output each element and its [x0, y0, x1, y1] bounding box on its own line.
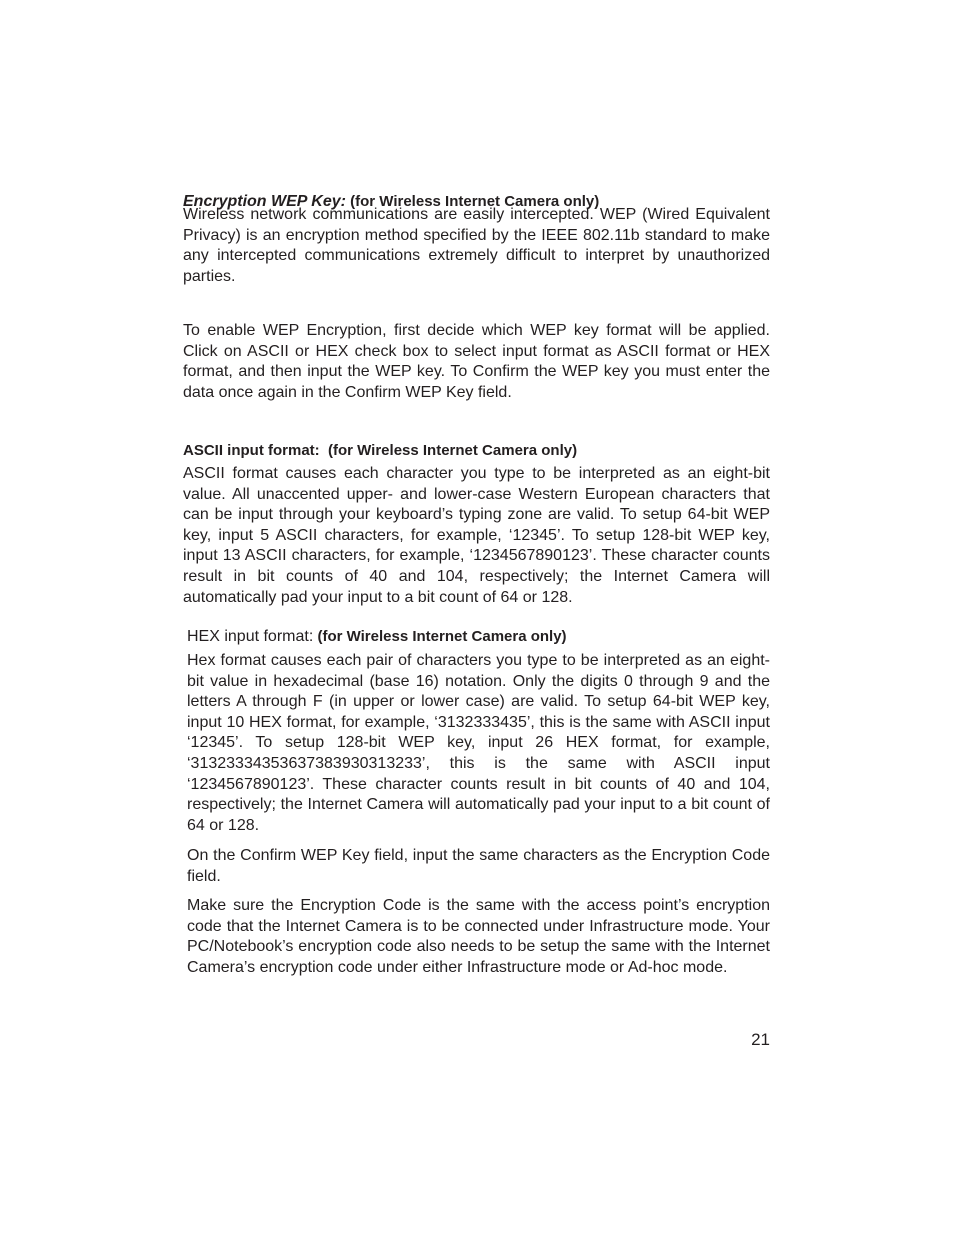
wep-key-heading-note: (for Wireless Internet Camera only) [345, 193, 600, 210]
hex-format-heading [187, 620, 567, 648]
wep-enable-paragraph: To enable WEP Encryption, first decide which WEP key format will be applied. Click on ASCII or HEX check box to select input format as ASCII format or HEX format, and then input the WEP key. To Confirm the WEP key you must enter the data once again in the Confirm WEP Key field. [183, 322, 770, 401]
ascii-format-heading-lead: ASCII input format: [183, 442, 320, 459]
wep-intro-paragraph: Wireless network communications are easily intercepted. WEP (Wired Equivalent Privacy) is an encryption method specified by the IEEE 802.11b standard to make any intercepted communications extremely difficult to interpret by unauthorized parties. [183, 206, 770, 285]
ascii-format-heading [183, 434, 577, 462]
page-number: 21 [751, 1030, 770, 1049]
ascii-format-paragraph: ASCII format causes each character you type to be interpreted as an eight-bit value. All unaccented upper- and lower-case Western European characters that can be input through your keyboard’s typing zone are valid. To setup 64-bit WEP key, input 5 ASCII characters, for example, ‘12345’. To setup 128-bit WEP key, input 13 ASCII characters, for example, ‘1234567890123’. These character counts result in bit counts of 40 and 104, respectively; the Internet Camera will automatically pad your input to a bit count of 64 or 128. [183, 465, 770, 606]
confirm-key-paragraph: On the Confirm WEP Key field, input the same characters as the Encryption Code field. [187, 847, 770, 885]
ascii-format-heading-note: (for Wireless Internet Camera only) [319, 442, 578, 459]
encryption-code-paragraph: Make sure the Encryption Code is the same with the access point’s encryption code that the Internet Camera is to be connected under Infrastructure mode. Your PC/Notebook’s encryption code also needs to be setup the same with the Internet Camera’s encryption code under either Infrastructure mode or Ad-hoc mode. [187, 897, 770, 976]
hex-format-heading-lead: HEX input format: [187, 628, 314, 645]
hex-format-heading-note: (for Wireless Internet Camera only) [313, 628, 567, 645]
hex-format-paragraph: Hex format causes each pair of characters you type to be interpreted as an eight-bit value in hexadecimal (base 16) notation. Only the digits 0 through 9 and the letters A through F (in upper or lower case) are valid. To setup 64-bit WEP key, input 10 HEX format, for example, ‘3132333435’, this is the same with ASCII input ‘12345’. To setup 128-bit WEP key, input 26 HEX format, for example, ‘31323334353637383930313233’, this is the same with ASCII input ‘1234567890123’. These character counts result in bit counts of 40 and 104, respectively; the Internet Camera will automatically pad your input to a bit count of 64 or 128. [187, 652, 770, 834]
wep-key-heading-lead: Encryption WEP Key: [183, 193, 346, 210]
